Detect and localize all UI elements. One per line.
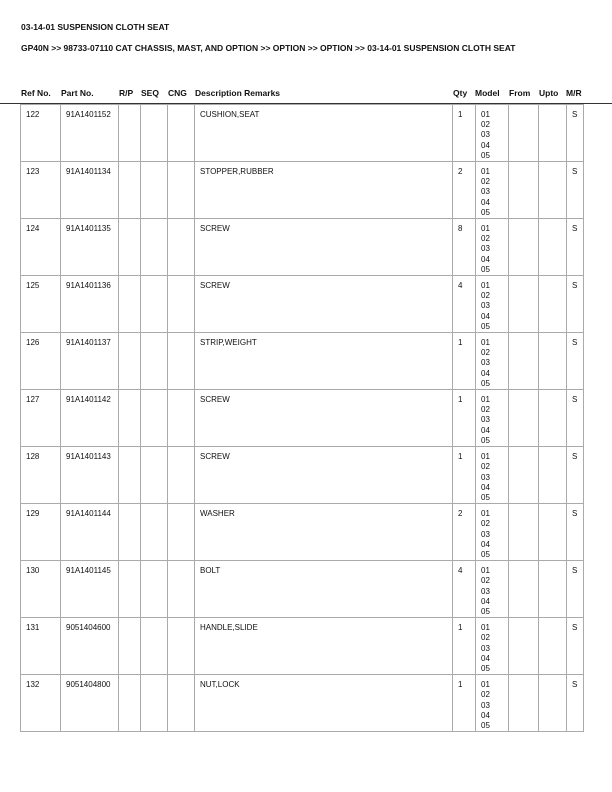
table-header [0, 87, 612, 104]
model-code: 03 [481, 643, 490, 653]
upto-cell [539, 390, 567, 447]
rp-cell [119, 276, 141, 333]
model-code: 02 [481, 120, 490, 130]
model-list [476, 219, 509, 276]
model-list [476, 162, 509, 219]
model-code: 05 [481, 663, 490, 673]
seq-cell [141, 162, 168, 219]
qty: 2 [453, 162, 476, 219]
part-no: 91A1401143 [61, 447, 119, 504]
seq-cell [141, 333, 168, 390]
model-code: 02 [481, 405, 490, 415]
table-row [21, 105, 584, 162]
upto-cell [539, 105, 567, 162]
model-code: 01 [481, 167, 490, 177]
cng-cell [168, 618, 195, 675]
model-list [476, 561, 509, 618]
model-list [476, 105, 509, 162]
rp-cell [119, 561, 141, 618]
qty: 1 [453, 333, 476, 390]
breadcrumb: GP40N >> 98733-07110 CAT CHASSIS, MAST, AND OPTION >> OPTION >> OPTION >> 03-14-01 SUSPENSION CLOTH SEAT [21, 43, 516, 53]
model-code: 04 [481, 311, 490, 321]
description: CUSHION,SEAT [195, 105, 453, 162]
col-desc: Description Remarks [195, 88, 281, 98]
qty: 1 [453, 105, 476, 162]
from-cell [509, 447, 539, 504]
qty: 4 [453, 561, 476, 618]
upto-cell [539, 561, 567, 618]
table-row [21, 390, 584, 447]
model-code: 03 [481, 529, 490, 539]
mr: S [567, 675, 584, 732]
seq-cell [141, 447, 168, 504]
description: WASHER [195, 504, 453, 561]
model-code: 01 [481, 566, 490, 576]
from-cell [509, 561, 539, 618]
model-list [476, 618, 509, 675]
rp-cell [119, 219, 141, 276]
ref-no: 127 [21, 390, 61, 447]
mr: S [567, 219, 584, 276]
table-row [21, 162, 584, 219]
model-code: 01 [481, 395, 490, 405]
model-list [476, 390, 509, 447]
model-code: 03 [481, 700, 490, 710]
model-code: 01 [481, 509, 490, 519]
description: SCREW [195, 276, 453, 333]
model-code: 03 [481, 187, 490, 197]
col-part: Part No. [61, 88, 94, 98]
model-code: 03 [481, 586, 490, 596]
ref-no: 128 [21, 447, 61, 504]
description: SCREW [195, 447, 453, 504]
description: SCREW [195, 390, 453, 447]
qty: 1 [453, 390, 476, 447]
model-code: 05 [481, 150, 490, 160]
ref-no: 123 [21, 162, 61, 219]
model-code: 01 [481, 623, 490, 633]
ref-no: 122 [21, 105, 61, 162]
model-code: 05 [481, 549, 490, 559]
mr: S [567, 390, 584, 447]
upto-cell [539, 675, 567, 732]
mr: S [567, 561, 584, 618]
col-from: From [509, 88, 531, 98]
model-code: 05 [481, 720, 490, 730]
model-code: 05 [481, 207, 490, 217]
model-code: 04 [481, 653, 490, 663]
part-no: 91A1401136 [61, 276, 119, 333]
upto-cell [539, 618, 567, 675]
cng-cell [168, 105, 195, 162]
rp-cell [119, 333, 141, 390]
model-code: 04 [481, 539, 490, 549]
from-cell [509, 105, 539, 162]
rp-cell [119, 390, 141, 447]
cng-cell [168, 561, 195, 618]
model-list [476, 276, 509, 333]
table-row [21, 219, 584, 276]
part-no: 91A1401145 [61, 561, 119, 618]
col-model: Model [475, 88, 500, 98]
description: STRIP,WEIGHT [195, 333, 453, 390]
model-code: 02 [481, 690, 490, 700]
model-code: 02 [481, 234, 490, 244]
seq-cell [141, 390, 168, 447]
ref-no: 124 [21, 219, 61, 276]
seq-cell [141, 276, 168, 333]
model-code: 03 [481, 301, 490, 311]
model-code: 04 [481, 596, 490, 606]
seq-cell [141, 219, 168, 276]
part-no: 91A1401152 [61, 105, 119, 162]
model-code: 03 [481, 415, 490, 425]
upto-cell [539, 504, 567, 561]
table-row [21, 333, 584, 390]
from-cell [509, 618, 539, 675]
table-row [21, 675, 584, 732]
model-list [476, 447, 509, 504]
seq-cell [141, 504, 168, 561]
from-cell [509, 333, 539, 390]
col-mr: M/R [566, 88, 582, 98]
part-no: 91A1401144 [61, 504, 119, 561]
mr: S [567, 162, 584, 219]
qty: 4 [453, 276, 476, 333]
rp-cell [119, 162, 141, 219]
seq-cell [141, 618, 168, 675]
model-code: 05 [481, 435, 490, 445]
mr: S [567, 276, 584, 333]
ref-no: 126 [21, 333, 61, 390]
from-cell [509, 162, 539, 219]
description: STOPPER,RUBBER [195, 162, 453, 219]
from-cell [509, 504, 539, 561]
cng-cell [168, 390, 195, 447]
cng-cell [168, 276, 195, 333]
ref-no: 132 [21, 675, 61, 732]
model-code: 03 [481, 244, 490, 254]
part-no: 91A1401142 [61, 390, 119, 447]
seq-cell [141, 105, 168, 162]
mr: S [567, 333, 584, 390]
model-code: 01 [481, 452, 490, 462]
model-code: 05 [481, 321, 490, 331]
table-row [21, 618, 584, 675]
model-code: 01 [481, 110, 490, 119]
upto-cell [539, 447, 567, 504]
model-code: 02 [481, 177, 490, 187]
model-code: 05 [481, 492, 490, 502]
model-code: 01 [481, 224, 490, 234]
cng-cell [168, 447, 195, 504]
qty: 8 [453, 219, 476, 276]
from-cell [509, 390, 539, 447]
rp-cell [119, 447, 141, 504]
description: BOLT [195, 561, 453, 618]
mr: S [567, 504, 584, 561]
part-no: 9051404800 [61, 675, 119, 732]
col-rp: R/P [119, 88, 134, 98]
table-row [21, 561, 584, 618]
upto-cell [539, 276, 567, 333]
part-no: 9051404600 [61, 618, 119, 675]
ref-no: 129 [21, 504, 61, 561]
from-cell [509, 219, 539, 276]
model-code: 01 [481, 680, 490, 690]
table-row [21, 447, 584, 504]
model-code: 02 [481, 633, 490, 643]
col-cng: CNG [168, 88, 187, 98]
rp-cell [119, 675, 141, 732]
description: NUT,LOCK [195, 675, 453, 732]
model-code: 02 [481, 348, 490, 358]
cng-cell [168, 675, 195, 732]
upto-cell [539, 219, 567, 276]
model-code: 04 [481, 254, 490, 264]
model-code: 01 [481, 281, 490, 291]
rp-cell [119, 504, 141, 561]
part-no: 91A1401137 [61, 333, 119, 390]
model-code: 02 [481, 462, 490, 472]
model-code: 04 [481, 140, 490, 150]
model-list [476, 333, 509, 390]
model-code: 03 [481, 130, 490, 140]
model-code: 04 [481, 197, 490, 207]
model-code: 01 [481, 338, 490, 348]
col-seq: SEQ [141, 88, 159, 98]
model-code: 03 [481, 472, 490, 482]
description: SCREW [195, 219, 453, 276]
parts-table [20, 104, 584, 732]
col-upto: Upto [539, 88, 559, 98]
table-row [21, 504, 584, 561]
part-no: 91A1401135 [61, 219, 119, 276]
qty: 2 [453, 504, 476, 561]
model-code: 05 [481, 606, 490, 616]
table-row [21, 276, 584, 333]
cng-cell [168, 504, 195, 561]
page-title: 03-14-01 SUSPENSION CLOTH SEAT [21, 22, 170, 32]
rp-cell [119, 105, 141, 162]
ref-no: 131 [21, 618, 61, 675]
from-cell [509, 675, 539, 732]
mr: S [567, 447, 584, 504]
model-code: 05 [481, 264, 490, 274]
ref-no: 130 [21, 561, 61, 618]
upto-cell [539, 333, 567, 390]
qty: 1 [453, 675, 476, 732]
seq-cell [141, 675, 168, 732]
model-code: 04 [481, 368, 490, 378]
model-code: 02 [481, 519, 490, 529]
cng-cell [168, 219, 195, 276]
qty: 1 [453, 618, 476, 675]
upto-cell [539, 162, 567, 219]
from-cell [509, 276, 539, 333]
col-ref: Ref No. [21, 88, 51, 98]
qty: 1 [453, 447, 476, 504]
model-code: 02 [481, 576, 490, 586]
model-code: 03 [481, 358, 490, 368]
col-qty: Qty [453, 88, 468, 98]
cng-cell [168, 333, 195, 390]
part-no: 91A1401134 [61, 162, 119, 219]
mr: S [567, 618, 584, 675]
model-code: 02 [481, 291, 490, 301]
model-code: 04 [481, 482, 490, 492]
model-code: 04 [481, 425, 490, 435]
model-code: 05 [481, 378, 490, 388]
model-list [476, 504, 509, 561]
model-code: 04 [481, 710, 490, 720]
ref-no: 125 [21, 276, 61, 333]
model-list [476, 675, 509, 732]
cng-cell [168, 162, 195, 219]
description: HANDLE,SLIDE [195, 618, 453, 675]
mr: S [567, 105, 584, 162]
seq-cell [141, 561, 168, 618]
rp-cell [119, 618, 141, 675]
